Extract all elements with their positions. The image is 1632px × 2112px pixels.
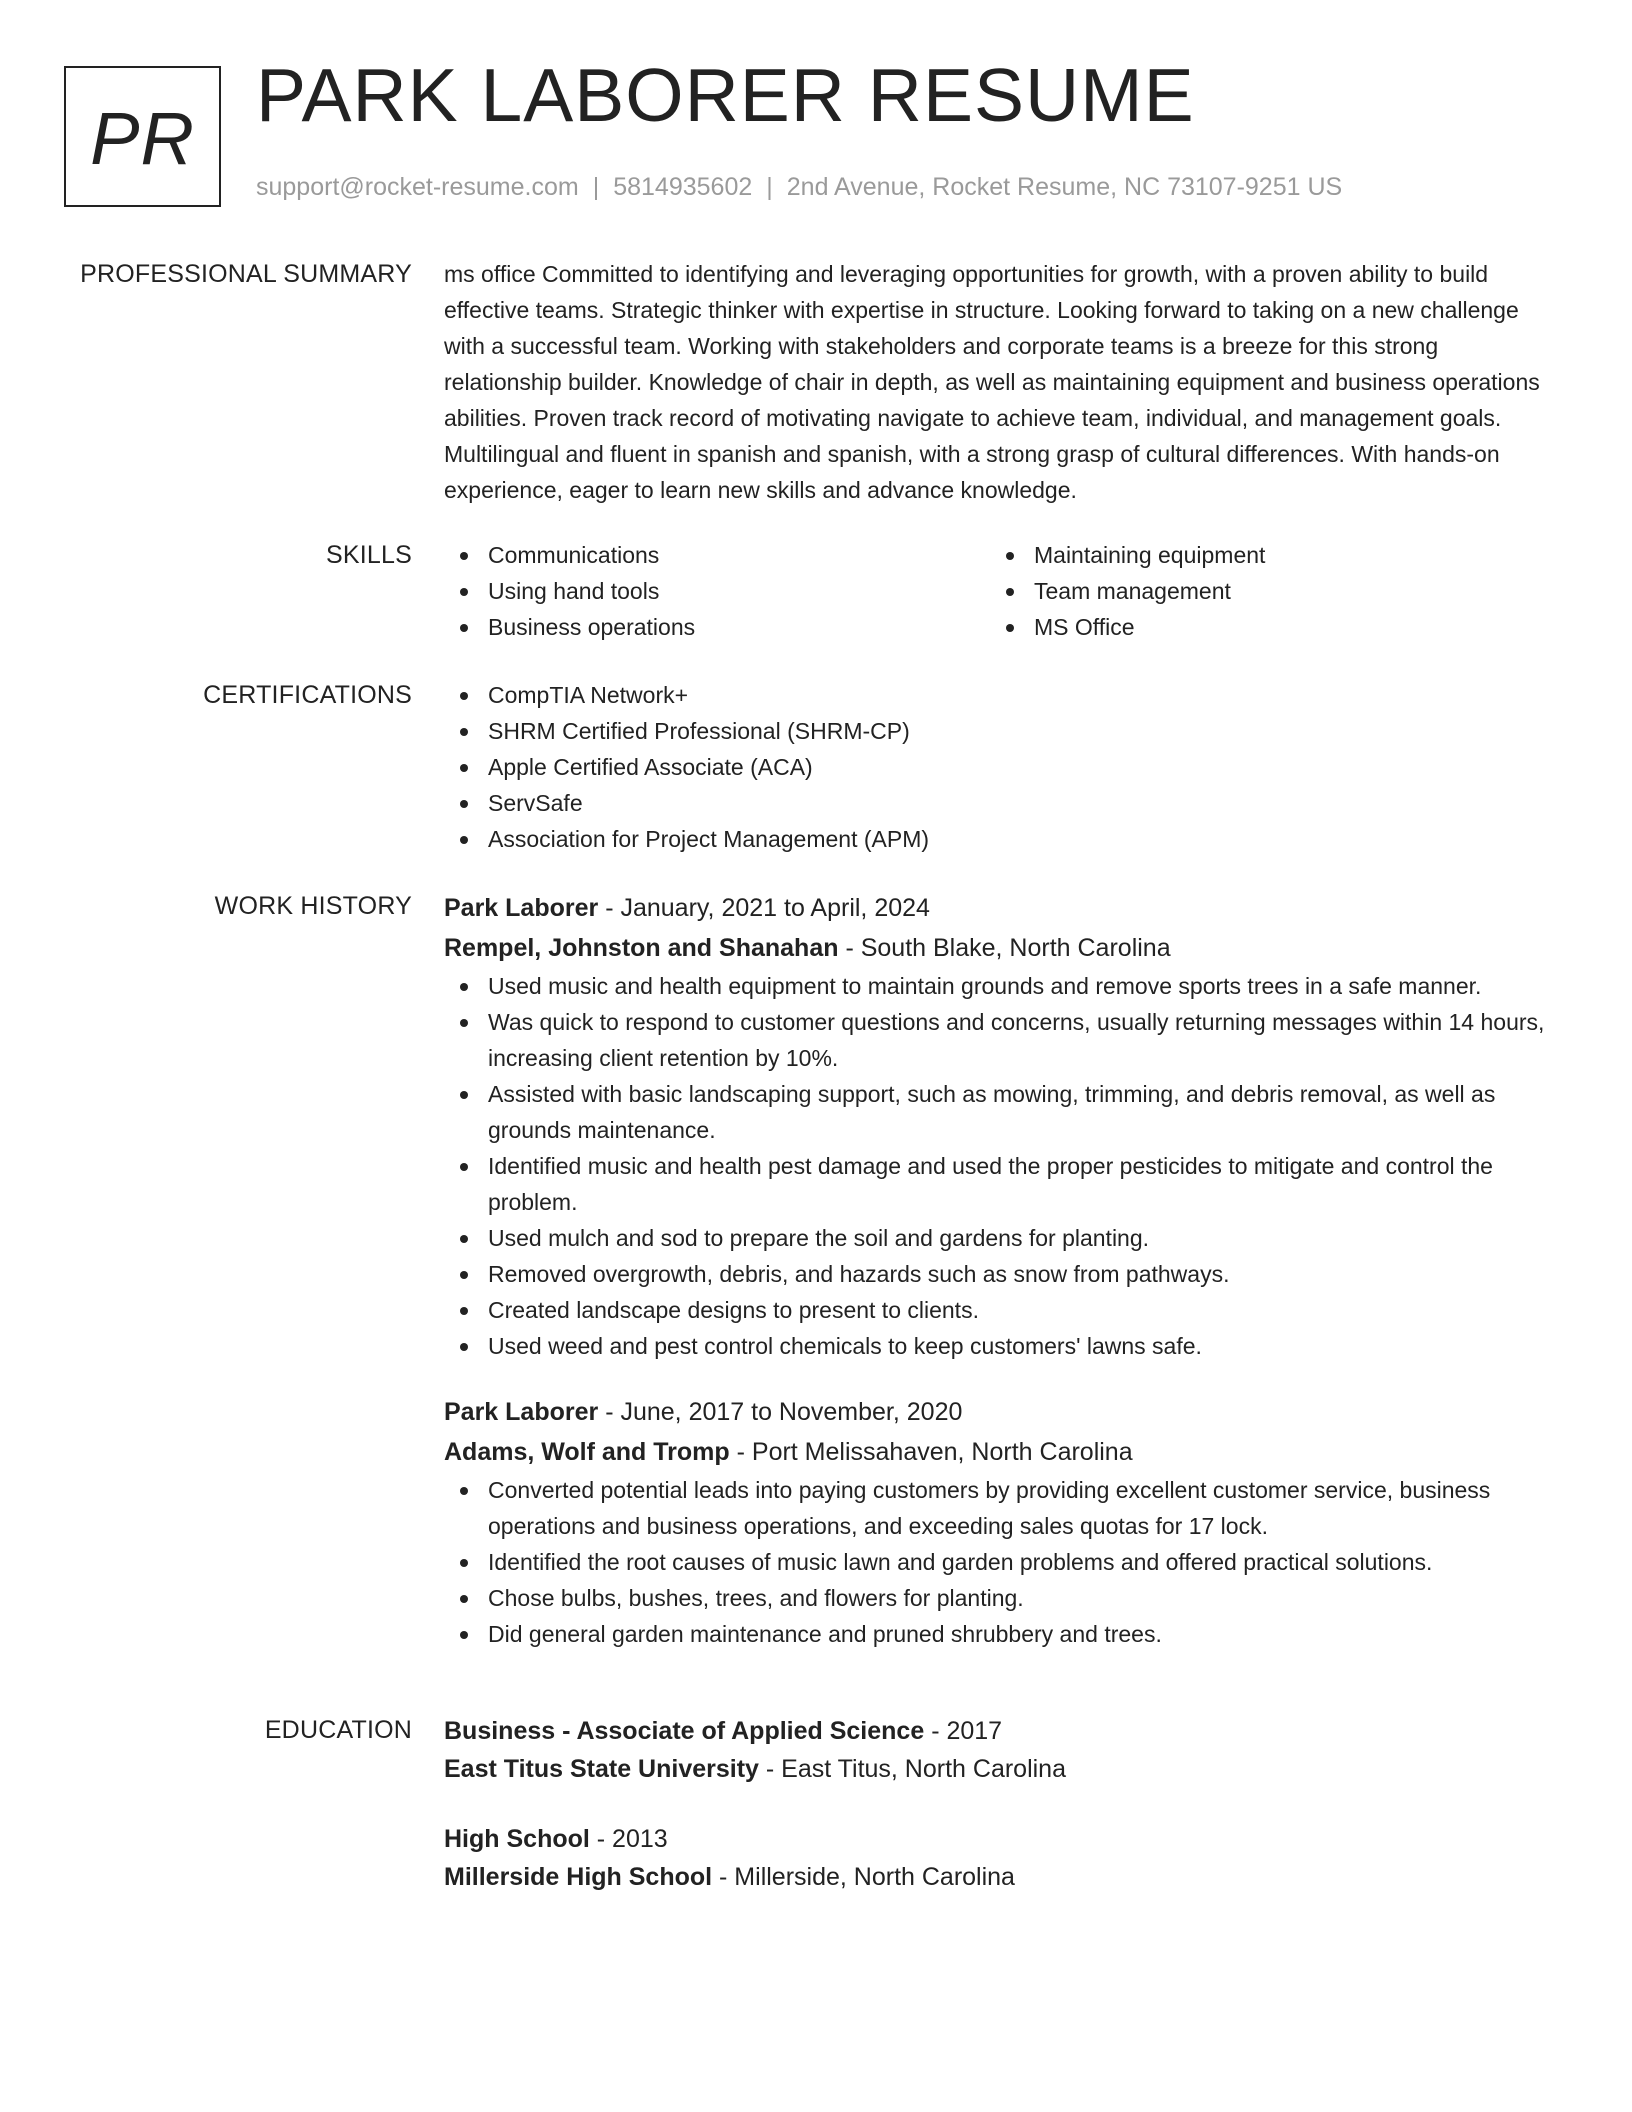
education-location: - Millerside, North Carolina [712, 1863, 1015, 1891]
education-entry [444, 1712, 1556, 1788]
certification-item: Apple Certified Associate (ACA) [444, 749, 1556, 785]
job-dates: - June, 2017 to November, 2020 [598, 1398, 963, 1426]
skill-item: Team management [990, 573, 1536, 609]
job-company: Adams, Wolf and Tromp [444, 1438, 730, 1466]
certification-item: CompTIA Network+ [444, 677, 1556, 713]
work-body [444, 888, 1556, 1652]
summary-text: ms office Committed to identifying and leveraging opportunities for growth, with a proven ability to build effective teams. Strategic thinker with expertise in structure. Looking forward to taking on a new challenge with a successful team. Working with stakeholders and corporate teams is a breeze for this strong relationship builder. Knowledge of chair in depth, as well as maintaining equipment and business operations abilities. Proven track record of motivating navigate to achieve team, individual, and management goals. Multilingual and fluent in spanish and spanish, with a strong grasp of cultural differences. With hands-on experience, eager to learn new skills and advance knowledge. [444, 261, 1540, 503]
section-title-work: WORK HISTORY [214, 892, 412, 920]
skill-item: Business operations [444, 609, 990, 645]
job-bullet: Identified music and health pest damage and used the proper pesticides to mitigate and control the problem. [444, 1148, 1556, 1220]
job-bullet: Was quick to respond to customer questions and concerns, usually returning messages within 14 hours, increasing client retention by 10%. [444, 1004, 1556, 1076]
job-company-line [444, 1432, 1556, 1472]
education-location: - East Titus, North Carolina [758, 1755, 1066, 1783]
skill-item: Using hand tools [444, 573, 990, 609]
certifications-body [444, 677, 1556, 857]
monogram-box [64, 66, 221, 207]
skills-grid [444, 537, 1556, 645]
job-location: - South Blake, North Carolina [838, 934, 1171, 962]
section-title-certifications: CERTIFICATIONS [203, 681, 412, 709]
job-bullet: Converted potential leads into paying customers by providing excellent customer service, business operations and business operations, and exceeding sales quotas for 17 lock. [444, 1472, 1556, 1544]
section-title-education: EDUCATION [264, 1716, 412, 1744]
education-degree: High School [444, 1825, 590, 1853]
certification-item: ServSafe [444, 785, 1556, 821]
skills-list-right [990, 537, 1536, 645]
education-body [444, 1712, 1556, 1896]
job-role-line [444, 888, 1556, 928]
skill-item: MS Office [990, 609, 1536, 645]
job-bullet: Identified the root causes of music lawn and garden problems and offered practical solutions. [444, 1544, 1556, 1580]
contact-line [256, 175, 1342, 200]
education-year: - 2013 [589, 1825, 668, 1853]
job-company: Rempel, Johnston and Shanahan [444, 934, 839, 962]
certifications-list [444, 677, 1556, 857]
job-bullet: Chose bulbs, bushes, trees, and flowers for planting. [444, 1580, 1556, 1616]
education-degree-line [444, 1712, 1556, 1750]
job-bullet: Created landscape designs to present to clients. [444, 1292, 1556, 1328]
skills-list-left [444, 537, 990, 645]
contact-email[interactable]: support@rocket-resume.com [256, 173, 579, 201]
education-degree: Business - Associate of Applied Science [444, 1717, 925, 1745]
education-school-line [444, 1858, 1556, 1896]
job-bullet: Used music and health equipment to maintain grounds and remove sports trees in a safe manner. [444, 968, 1556, 1004]
job-company-line [444, 928, 1556, 968]
section-title-summary: PROFESSIONAL SUMMARY [80, 260, 412, 288]
job-bullets [444, 1472, 1556, 1652]
education-school-line [444, 1750, 1556, 1788]
job-location: - Port Melissahaven, North Carolina [729, 1438, 1133, 1466]
contact-address: 2nd Avenue, Rocket Resume, NC 73107-9251 US [786, 173, 1343, 201]
job-dates: - January, 2021 to April, 2024 [598, 894, 930, 922]
skill-item: Communications [444, 537, 990, 573]
education-entry [444, 1820, 1556, 1896]
skills-body [444, 537, 1556, 645]
education-degree-line [444, 1820, 1556, 1858]
contact-separator: | [592, 173, 600, 201]
monogram-initials: PR [90, 97, 195, 180]
job-role: Park Laborer [444, 894, 599, 922]
job-bullet: Removed overgrowth, debris, and hazards such as snow from pathways. [444, 1256, 1556, 1292]
contact-separator: | [766, 173, 773, 201]
section-title-skills: SKILLS [326, 541, 412, 569]
job-entry [444, 1392, 1556, 1652]
contact-phone[interactable]: 5814935602 [613, 173, 753, 201]
education-school: East Titus State University [444, 1755, 759, 1783]
education-year: - 2017 [924, 1717, 1003, 1745]
job-bullet: Used mulch and sod to prepare the soil and gardens for planting. [444, 1220, 1556, 1256]
job-role-line [444, 1392, 1556, 1432]
job-bullets [444, 968, 1556, 1364]
job-bullet: Used weed and pest control chemicals to keep customers' lawns safe. [444, 1328, 1556, 1364]
education-school: Millerside High School [444, 1863, 713, 1891]
certification-item: Association for Project Management (APM) [444, 821, 1556, 857]
resume-title: PARK LABORER RESUME [256, 53, 1195, 137]
job-bullet: Assisted with basic landscaping support, such as mowing, trimming, and debris removal, as well as grounds maintenance. [444, 1076, 1556, 1148]
certification-item: SHRM Certified Professional (SHRM-CP) [444, 713, 1556, 749]
summary-body [444, 256, 1556, 508]
job-entry [444, 888, 1556, 1364]
job-bullet: Did general garden maintenance and pruned shrubbery and trees. [444, 1616, 1556, 1652]
job-role: Park Laborer [444, 1398, 599, 1426]
skill-item: Maintaining equipment [990, 537, 1536, 573]
